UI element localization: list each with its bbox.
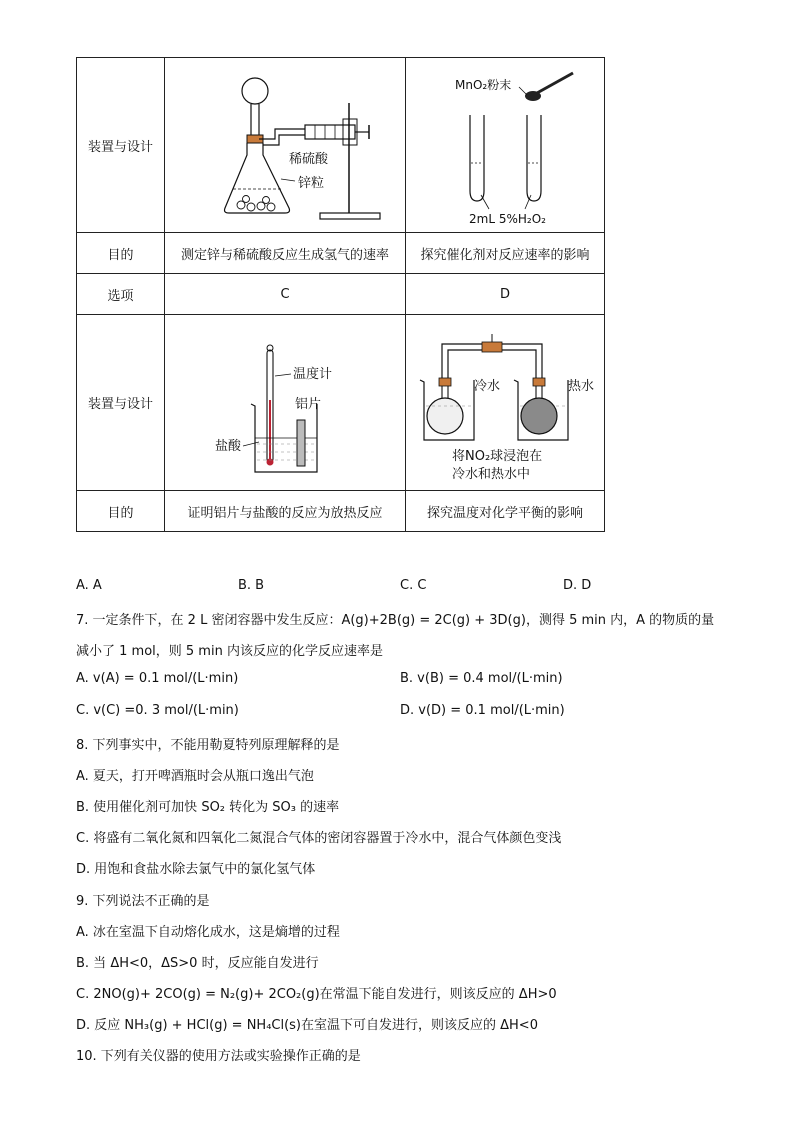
flask-syringe-apparatus (185, 63, 385, 228)
bulb-caption-line2: 冷水和热水中 (451, 467, 530, 482)
q9-option-c: C. 2NO(g)+ 2CO(g) = N₂(g)+ 2CO₂(g)在常温下能自发进行，则该反应的 ΔH>0 (76, 987, 557, 1002)
table-row (77, 315, 605, 491)
q9-option-d: D. 反应 NH₃(g) + HCl(g) = NH₄Cl(s)在室温下可自发进行，则该反应的 ΔH<0 (76, 1018, 538, 1033)
row-label: 选项 (77, 274, 165, 315)
purpose-c: 证明铝片与盐酸的反应为放热反应 (165, 491, 406, 532)
q7-option-c: C. v(C) =0. 3 mol/(L·min) (76, 703, 239, 718)
apparatus-b-cell (406, 58, 605, 233)
q9-stem: 9. 下列说法不正确的是 (76, 894, 210, 909)
q6-option-c: C. C (400, 578, 427, 593)
granule-label: 锌粒 (298, 175, 325, 191)
thermometer-label: 温度计 (293, 367, 333, 382)
q8-stem: 8. 下列事实中，不能用勒夏特列原理解释的是 (76, 738, 340, 753)
row-label: 目的 (77, 233, 165, 274)
powder-label: MnO₂粉末 (455, 77, 512, 92)
table-row (77, 58, 605, 233)
solution-label: 2mL 5%H₂O₂ (469, 211, 546, 226)
acid-label: 盐酸 (215, 439, 242, 454)
q6-option-a: A. A (76, 578, 102, 593)
row-label: 装置与设计 (77, 315, 165, 491)
table-row (77, 491, 605, 532)
q9-option-a: A. 冰在室温下自动熔化成水，这是熵增的过程 (76, 925, 340, 940)
flask-label: 稀硫酸 (289, 151, 329, 167)
purpose-a: 测定锌与稀硫酸反应生成氢气的速率 (165, 233, 406, 274)
q7-stem-line1: 7. 一定条件下，在 2 L 密闭容器中发生反应：A(g)+2B(g) = 2C(g) + 3D(g)，测得 5 min 内，A 的物质的量 (76, 613, 715, 628)
purpose-d: 探究温度对化学平衡的影响 (406, 491, 605, 532)
q8-option-d: D. 用饱和食盐水除去氯气中的氯化氢气体 (76, 862, 316, 877)
row-label: 目的 (77, 491, 165, 532)
apparatus-a-cell (165, 58, 406, 233)
plate-label: 铝片 (295, 397, 322, 412)
no2-bulb-apparatus (408, 320, 603, 485)
cold-water-label: 冷水 (473, 379, 500, 394)
q7-option-b: B. v(B) = 0.4 mol/(L·min) (400, 671, 563, 686)
q8-option-c: C. 将盛有二氧化氮和四氧化二氮混合气体的密闭容器置于冷水中，混合气体颜色变浅 (76, 831, 562, 846)
q8-option-a: A. 夏天，打开啤酒瓶时会从瓶口逸出气泡 (76, 769, 314, 784)
table-row (77, 233, 605, 274)
q10-stem: 10. 下列有关仪器的使用方法或实验操作正确的是 (76, 1049, 361, 1064)
option-d-header: D (406, 274, 605, 315)
hot-water-label: 热水 (567, 379, 594, 394)
beaker-thermometer-apparatus (185, 320, 385, 485)
table-row (77, 274, 605, 315)
q7-option-d: D. v(D) = 0.1 mol/(L·min) (400, 703, 565, 718)
row-label: 装置与设计 (77, 58, 165, 233)
bulb-caption-line1: 将NO₂球浸泡在 (451, 449, 542, 464)
q9-option-b: B. 当 ΔH<0，ΔS>0 时，反应能自发进行 (76, 956, 319, 971)
experiment-table (76, 57, 605, 532)
option-c-header: C (165, 274, 406, 315)
q8-option-b: B. 使用催化剂可加快 SO₂ 转化为 SO₃ 的速率 (76, 800, 340, 815)
q6-option-d: D. D (563, 578, 592, 593)
q7-option-a: A. v(A) = 0.1 mol/(L·min) (76, 671, 239, 686)
purpose-b: 探究催化剂对反应速率的影响 (406, 233, 605, 274)
q6-option-b: B. B (238, 578, 265, 593)
test-tube-apparatus (415, 63, 595, 228)
q7-stem-line2: 减小了 1 mol，则 5 min 内该反应的化学反应速率是 (76, 644, 383, 659)
apparatus-d-cell (406, 315, 605, 491)
apparatus-c-cell (165, 315, 406, 491)
